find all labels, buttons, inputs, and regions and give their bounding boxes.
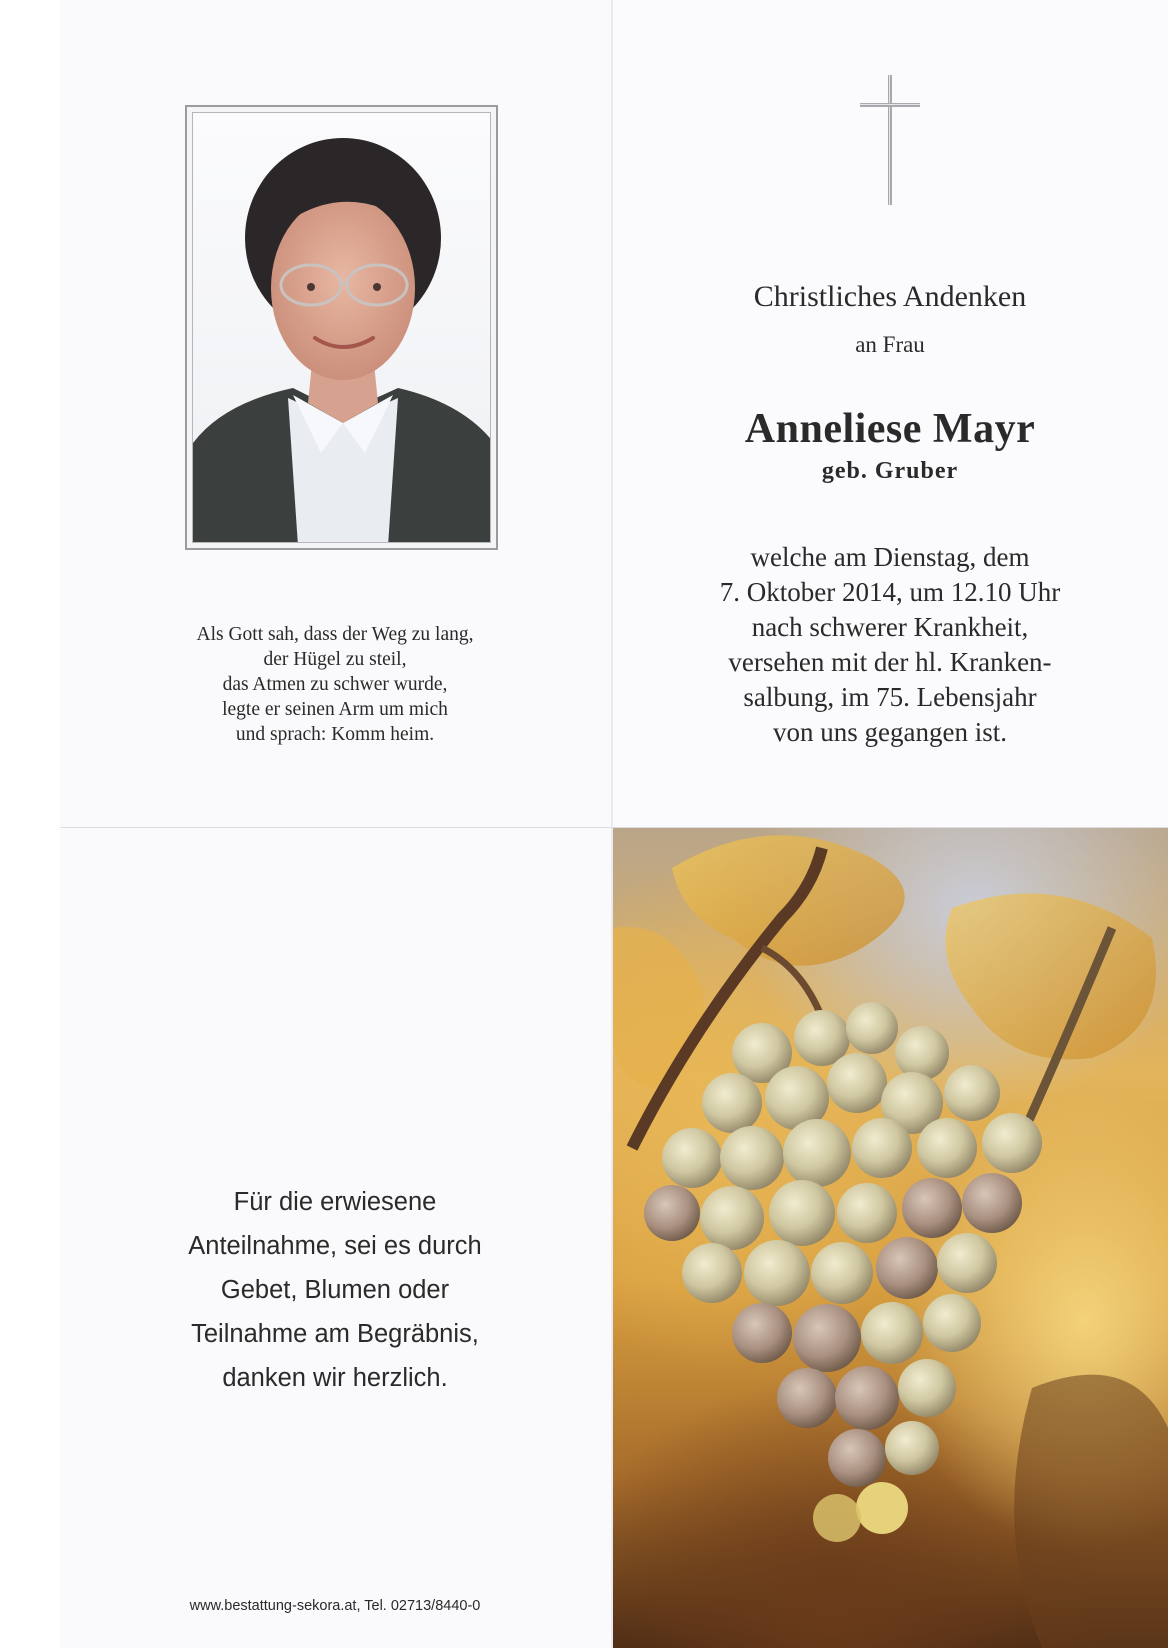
grape-cluster-illustration xyxy=(612,828,1168,1648)
portrait-frame xyxy=(185,105,498,550)
horizontal-fold xyxy=(60,827,1168,828)
scan-margin xyxy=(0,0,60,1648)
memorial-title: Christliches Andenken xyxy=(753,280,1027,313)
poem xyxy=(120,622,550,747)
cross-icon xyxy=(860,75,920,205)
thanks-line: Für die erwiesene xyxy=(233,1188,437,1216)
salutation: an Frau xyxy=(855,332,925,357)
notice-line: von uns gegangen ist. xyxy=(773,717,1007,747)
thanks-line: Teilnahme am Begräbnis, xyxy=(191,1320,479,1348)
portrait-photo xyxy=(192,112,491,543)
notice-line: salbung, im 75. Lebensjahr xyxy=(743,682,1037,712)
footer-contact: www.bestattung-sekora.at, Tel. 02713/8440-0 xyxy=(189,1598,481,1614)
poem-line: und sprach: Komm heim. xyxy=(235,724,435,745)
notice-line: versehen mit der hl. Kranken- xyxy=(728,647,1052,677)
poem-line: Als Gott sah, dass der Weg zu lang, xyxy=(196,624,474,645)
poem-line: der Hügel zu steil, xyxy=(263,649,407,670)
thanks-message xyxy=(120,1180,550,1400)
deceased-name: Anneliese Mayr xyxy=(744,406,1036,452)
poem-line: legte er seinen Arm um mich xyxy=(222,699,448,720)
thanks-line: danken wir herzlich. xyxy=(222,1364,448,1392)
maiden-name: geb. Gruber xyxy=(821,458,959,484)
grapes-photo xyxy=(612,828,1168,1648)
vertical-fold xyxy=(611,0,613,1648)
notice-line: nach schwerer Krankheit, xyxy=(751,612,1029,642)
portrait-illustration xyxy=(193,113,491,543)
poem-line: das Atmen zu schwer wurde, xyxy=(222,674,448,695)
notice-line: 7. Oktober 2014, um 12.10 Uhr xyxy=(719,577,1061,607)
thanks-line: Anteilnahme, sei es durch xyxy=(188,1232,482,1260)
thanks-line: Gebet, Blumen oder xyxy=(220,1276,450,1304)
death-notice xyxy=(640,540,1140,750)
notice-line: welche am Dienstag, dem xyxy=(750,542,1030,572)
